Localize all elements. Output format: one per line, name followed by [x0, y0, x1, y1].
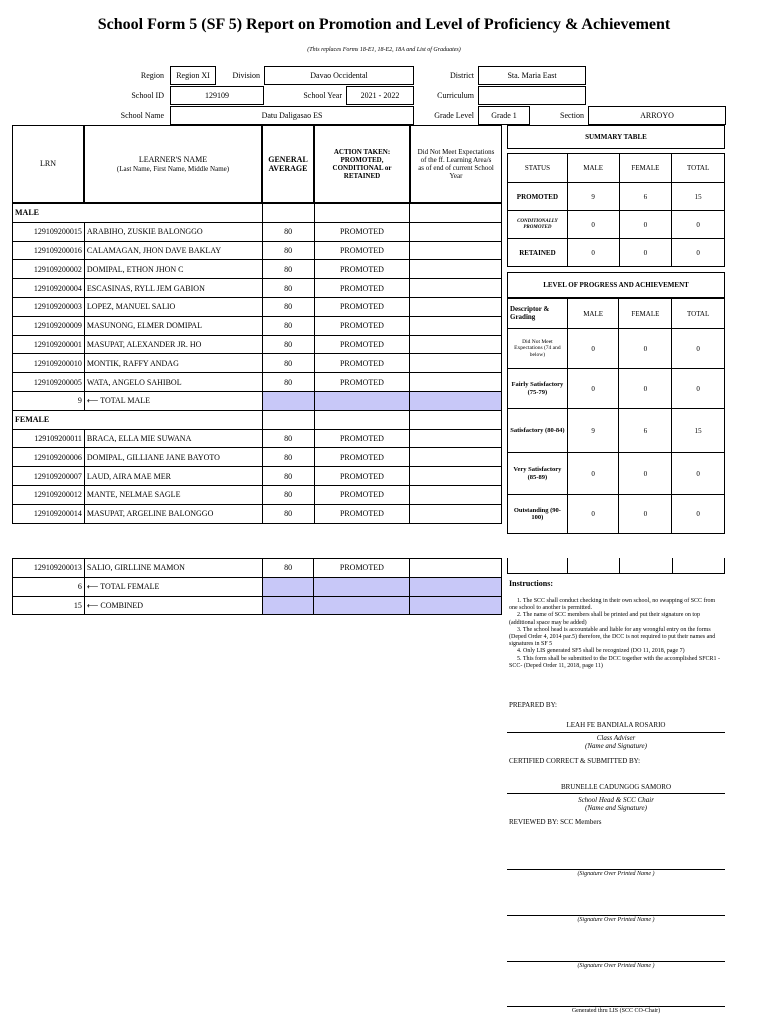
summary-value-cell: 0	[567, 239, 619, 267]
total-male-row-label-cell	[84, 391, 262, 410]
instruction-item: 4. Only LIS generated SF5 shall be recognized (DO 11, 2018, page 7)	[517, 648, 685, 655]
female-section	[13, 410, 502, 429]
action-cell[interactable]: PROMOTED	[314, 316, 410, 335]
shaded-cell	[410, 577, 502, 596]
instructions-list	[509, 598, 725, 670]
progress-descriptor-cell: Did Not Meet Expectations (74 and below)	[508, 329, 568, 369]
shaded-cell	[262, 391, 314, 410]
lrn-cell: 129109200011	[13, 429, 85, 448]
progress-header-row	[508, 299, 725, 329]
progress-value-cell: 15	[672, 409, 725, 453]
learner-name-cell: CALAMAGAN, JHON DAVE BAKLAY	[84, 241, 262, 260]
learner-row	[13, 335, 502, 354]
action-cell[interactable]: PROMOTED	[314, 335, 410, 354]
learner-row	[13, 429, 502, 448]
signature-line	[507, 732, 725, 733]
average-cell[interactable]: 80	[262, 335, 314, 354]
learners-table-continued	[12, 558, 502, 615]
learner-name-cell: DOMIPAL, ETHON JHON C	[84, 260, 262, 279]
head-role: School Head & SCC Chair	[578, 796, 654, 804]
empty-cell	[314, 410, 410, 429]
arrow-left-icon: ⟵	[86, 600, 101, 610]
signature-caption: (Signature Over Printed Name )	[577, 963, 655, 969]
progress-row	[508, 409, 725, 453]
average-cell[interactable]: 80	[262, 354, 314, 373]
page-title: School Form 5 (SF 5) Report on Promotion and Level of Proficiency & Achievement	[97, 16, 671, 33]
region-label: Region	[140, 71, 164, 80]
lrn-cell: 129109200003	[13, 297, 85, 316]
dnme-cell[interactable]	[410, 429, 502, 448]
average-cell[interactable]: 80	[262, 448, 314, 467]
progress-value-cell: 0	[672, 329, 725, 369]
lrn-cell: 129109200015	[13, 222, 85, 241]
head-name: BRUNELLE CADUNGOG SAMORO	[560, 783, 672, 791]
progress-title: LEVEL OF PROGRESS AND ACHIEVEMENT	[507, 272, 725, 298]
dnme-cell[interactable]	[410, 559, 502, 578]
learner-name-cell: LAUD, AIRA MAE MER	[84, 467, 262, 486]
col-name-header	[84, 125, 262, 203]
combined-row-count: 15	[13, 596, 85, 615]
empty-cell	[262, 410, 314, 429]
progress-value-cell: 0	[672, 495, 725, 534]
shaded-cell	[262, 596, 314, 615]
signature-line	[507, 915, 725, 916]
learner-name-cell: MASUNONG, ELMER DOMIPAL	[84, 316, 262, 335]
empty-cell	[84, 204, 262, 223]
average-cell[interactable]: 80	[262, 222, 314, 241]
progress-descriptor-cell: Satisfactory (80-84)	[508, 409, 568, 453]
summary-title: SUMMARY TABLE	[507, 125, 725, 149]
col-action-header: ACTION TAKEN: PROMOTED, CONDITIONAL or RETAINED	[314, 125, 410, 203]
summary-value-cell: 0	[619, 211, 672, 239]
lrn-cell: 129109200006	[13, 448, 85, 467]
summary-status-cell: CONDITIONALLY PROMOTED	[508, 211, 568, 239]
dnme-cell[interactable]	[410, 504, 502, 523]
shaded-cell	[314, 391, 410, 410]
dnme-cell[interactable]	[410, 222, 502, 241]
instruction-item: 3. The school head is accountable and liable for any wrongful entry on the forms (Deped Order 4, 2014 par.5) therefore, the DCC is not required to put their names and signatures in SF 5	[509, 626, 716, 648]
progress-header-cell: Descriptor & Grading	[508, 299, 568, 329]
summary-header-cell: TOTAL	[672, 154, 725, 183]
learner-row	[13, 559, 502, 578]
section-label: Section	[560, 111, 584, 120]
summary-header-cell: STATUS	[508, 154, 568, 183]
learner-row	[13, 241, 502, 260]
combined-row-label: COMBINED	[100, 600, 144, 610]
empty-cell	[314, 204, 410, 223]
dnme-cell[interactable]	[410, 485, 502, 504]
page-subtitle: (This replaces Forms 18-E1, 18-E2, 18A and List of Graduates)	[307, 47, 461, 53]
adviser-name: LEAH FE BANDIALA ROSARIO	[566, 721, 666, 729]
summary-header-cell: FEMALE	[619, 154, 672, 183]
total-male-row	[13, 391, 502, 410]
progress-header-cell: MALE	[567, 299, 619, 329]
empty-cell	[410, 410, 502, 429]
action-cell[interactable]: PROMOTED	[314, 260, 410, 279]
progress-value-cell: 6	[619, 409, 672, 453]
dnme-cell[interactable]	[410, 373, 502, 392]
footer-note: Generated thru LIS (SCC CO-Chair)	[571, 1008, 661, 1014]
summary-header-row	[508, 154, 725, 183]
learners-table	[12, 203, 502, 524]
summary-body	[508, 154, 725, 267]
learner-row	[13, 485, 502, 504]
progress-value-cell: 0	[672, 453, 725, 495]
learner-name-cell: MONTIK, RAFFY ANDAG	[84, 354, 262, 373]
signature-caption: (Signature Over Printed Name )	[577, 871, 655, 877]
lrn-cell: 129109200005	[13, 373, 85, 392]
lrn-cell: 129109200001	[13, 335, 85, 354]
summary-row	[508, 211, 725, 239]
empty-cell	[262, 204, 314, 223]
average-cell[interactable]: 80	[262, 485, 314, 504]
signature-line	[507, 793, 725, 794]
total-female-row-count: 6	[13, 577, 85, 596]
signature-line	[507, 961, 725, 962]
lrn-cell: 129109200004	[13, 279, 85, 298]
learner-name-cell: MASUPAT, ARGELINE BALONGGO	[84, 504, 262, 523]
average-cell[interactable]: 80	[262, 429, 314, 448]
learner-name-cell: WATA, ANGELO SAHIBOL	[84, 373, 262, 392]
prepared-by-label: PREPARED BY:	[509, 701, 557, 709]
average-cell[interactable]: 80	[262, 467, 314, 486]
learner-name-cell: LOPEZ, MANUEL SALIO	[84, 297, 262, 316]
arrow-left-icon: ⟵	[86, 396, 101, 406]
summary-value-cell: 9	[567, 183, 619, 211]
dnme-cell[interactable]	[410, 279, 502, 298]
dnme-cell[interactable]	[410, 260, 502, 279]
empty-cell	[84, 410, 262, 429]
summary-value-cell: 0	[672, 211, 725, 239]
summary-value-cell: 6	[619, 183, 672, 211]
progress-value-cell: 0	[619, 453, 672, 495]
certified-label: CERTIFIED CORRECT & SUBMITTED BY:	[509, 757, 641, 765]
progress-value-cell: 0	[619, 495, 672, 534]
total-female-row-label-cell	[84, 577, 262, 596]
progress-row	[508, 329, 725, 369]
summary-status-cell: PROMOTED	[508, 183, 568, 211]
col-dnme-header: Did Not Meet Expectations of the ff. Learning Area/s as of end of current School Year	[410, 125, 502, 203]
learner-row	[13, 279, 502, 298]
action-cell[interactable]: PROMOTED	[314, 485, 410, 504]
total-male-row-count: 9	[13, 391, 85, 410]
lrn-cell: 129109200002	[13, 260, 85, 279]
head-sub: (Name and Signature)	[585, 804, 647, 812]
progress-value-cell: 9	[567, 409, 619, 453]
learner-row	[13, 504, 502, 523]
lrn-cell: 129109200012	[13, 485, 85, 504]
school-id-label: School ID	[131, 91, 164, 100]
signature-line	[507, 1006, 725, 1007]
division-label: Division	[232, 71, 260, 80]
learners-body	[13, 204, 502, 524]
progress-descriptor-cell: Fairly Satisfactory (75-79)	[508, 369, 568, 409]
average-cell[interactable]: 80	[262, 241, 314, 260]
progress-value-cell: 0	[567, 369, 619, 409]
district-label: District	[450, 71, 474, 80]
action-cell[interactable]: PROMOTED	[314, 354, 410, 373]
signature-line	[507, 869, 725, 870]
divider	[567, 558, 568, 573]
combined-row	[13, 596, 502, 615]
male-section	[13, 204, 502, 223]
progress-value-cell: 0	[672, 369, 725, 409]
shaded-cell	[410, 596, 502, 615]
total-female-row-label: TOTAL FEMALE	[100, 582, 160, 592]
female-section-label: FEMALE	[13, 410, 85, 429]
learner-name-cell: MASUPAT, ALEXANDER JR. HO	[84, 335, 262, 354]
lrn-cell: 129109200013	[13, 559, 85, 578]
lrn-cell: 129109200014	[13, 504, 85, 523]
summary-row	[508, 239, 725, 267]
learner-row	[13, 316, 502, 335]
dnme-cell[interactable]	[410, 354, 502, 373]
total-male-row-label: TOTAL MALE	[100, 396, 151, 406]
average-cell[interactable]: 80	[262, 297, 314, 316]
section-field[interactable]: ARROYO	[588, 106, 726, 125]
dnme-cell[interactable]	[410, 241, 502, 260]
progress-table-continued	[507, 558, 725, 574]
region-field[interactable]: Region XI	[170, 66, 216, 85]
empty-cell	[410, 204, 502, 223]
summary-table	[507, 153, 725, 267]
average-cell[interactable]: 80	[262, 316, 314, 335]
summary-row	[508, 183, 725, 211]
dnme-cell[interactable]	[410, 467, 502, 486]
average-cell[interactable]: 80	[262, 559, 314, 578]
learner-row	[13, 448, 502, 467]
divider	[619, 558, 620, 573]
reviewed-label: REVIEWED BY: SCC Members	[509, 818, 602, 826]
average-cell[interactable]: 80	[262, 279, 314, 298]
learner-name-cell: ARABIHO, ZUSKIE BALONGGO	[84, 222, 262, 241]
learner-name-cell: SALIO, GIRLLINE MAMON	[84, 559, 262, 578]
progress-descriptor-cell: Outstanding (90-100)	[508, 495, 568, 534]
summary-value-cell: 0	[619, 239, 672, 267]
dnme-cell[interactable]	[410, 448, 502, 467]
dnme-cell[interactable]	[410, 316, 502, 335]
progress-value-cell: 0	[567, 453, 619, 495]
school-year-label: School Year	[303, 91, 342, 100]
male-section-label: MALE	[13, 204, 85, 223]
learner-name-cell: MANTE, NELMAE SAGLE	[84, 485, 262, 504]
learner-row	[13, 260, 502, 279]
learner-name-cell: BRACA, ELLA MIE SUWANA	[84, 429, 262, 448]
signature-caption: (Signature Over Printed Name )	[577, 917, 655, 923]
progress-value-cell: 0	[567, 495, 619, 534]
curriculum-label: Curriculum	[437, 91, 474, 100]
progress-row	[508, 495, 725, 534]
instruction-item: 1. The SCC shall conduct checking in their own school, no swapping of SCC from one school to another is permitted.	[509, 598, 716, 612]
progress-header-cell: TOTAL	[672, 299, 725, 329]
action-cell[interactable]: PROMOTED	[314, 429, 410, 448]
division-field[interactable]: Davao Occidental	[264, 66, 414, 85]
progress-row	[508, 453, 725, 495]
instructions-title: Instructions:	[509, 579, 554, 588]
learner-name-cell: ESCASINAS, RYLL JEM GABION	[84, 279, 262, 298]
school-name-field[interactable]: Datu Daligasao ES	[170, 106, 414, 125]
instruction-item: 5. This form shall be submitted to the DCC together with the accomplished SFCR1 - SCC- (Deped Order 11, 2018, page 11)	[509, 655, 721, 669]
action-cell[interactable]: PROMOTED	[314, 222, 410, 241]
arrow-left-icon: ⟵	[86, 582, 101, 592]
shaded-cell	[262, 577, 314, 596]
summary-value-cell: 0	[567, 211, 619, 239]
lrn-cell: 129109200010	[13, 354, 85, 373]
progress-header-cell: FEMALE	[619, 299, 672, 329]
col-name-title: LEARNER'S NAME	[138, 155, 208, 165]
learner-row	[13, 297, 502, 316]
learner-name-cell: DOMIPAL, GILLIANE JANE BAYOTO	[84, 448, 262, 467]
grade-level-label: Grade Level	[434, 111, 474, 120]
progress-descriptor-cell: Very Satisfactory (85-89)	[508, 453, 568, 495]
adviser-sub: (Name and Signature)	[585, 742, 647, 750]
instruction-item: 2. The name of SCC members shall be printed and put their signature on top (additional space may be added)	[509, 612, 701, 626]
learner-row	[13, 467, 502, 486]
progress-value-cell: 0	[619, 329, 672, 369]
action-cell[interactable]: PROMOTED	[314, 448, 410, 467]
col-lrn-header: LRN	[12, 125, 84, 203]
col-name-subtitle: (Last Name, First Name, Middle Name)	[116, 164, 230, 173]
shaded-cell	[314, 577, 410, 596]
shaded-cell	[314, 596, 410, 615]
action-cell[interactable]: PROMOTED	[314, 467, 410, 486]
action-cell[interactable]: PROMOTED	[314, 373, 410, 392]
learner-row	[13, 354, 502, 373]
shaded-cell	[410, 391, 502, 410]
lrn-cell: 129109200016	[13, 241, 85, 260]
school-year-field[interactable]: 2021 - 2022	[346, 86, 414, 105]
grade-level-field[interactable]: Grade 1	[478, 106, 530, 125]
action-cell[interactable]: PROMOTED	[314, 297, 410, 316]
divider	[672, 558, 673, 573]
school-id-field[interactable]: 129109	[170, 86, 264, 105]
action-cell[interactable]: PROMOTED	[314, 504, 410, 523]
col-average-header: GENERAL AVERAGE	[262, 125, 314, 203]
adviser-role: Class Adviser	[596, 734, 636, 742]
average-cell[interactable]: 80	[262, 260, 314, 279]
progress-table	[507, 298, 725, 534]
action-cell[interactable]: PROMOTED	[314, 241, 410, 260]
dnme-cell[interactable]	[410, 297, 502, 316]
action-cell[interactable]: PROMOTED	[314, 559, 410, 578]
learner-row	[13, 373, 502, 392]
summary-header-cell: MALE	[567, 154, 619, 183]
lrn-cell: 129109200007	[13, 467, 85, 486]
combined-row-label-cell	[84, 596, 262, 615]
summary-value-cell: 0	[672, 239, 725, 267]
progress-value-cell: 0	[619, 369, 672, 409]
lrn-cell: 129109200009	[13, 316, 85, 335]
learner-row	[13, 222, 502, 241]
progress-value-cell: 0	[567, 329, 619, 369]
summary-status-cell: RETAINED	[508, 239, 568, 267]
district-field[interactable]: Sta. Maria East	[478, 66, 586, 85]
dnme-cell[interactable]	[410, 335, 502, 354]
average-cell[interactable]: 80	[262, 504, 314, 523]
curriculum-field[interactable]	[478, 86, 586, 105]
total-female-row	[13, 577, 502, 596]
average-cell[interactable]: 80	[262, 373, 314, 392]
summary-value-cell: 15	[672, 183, 725, 211]
school-name-label: School Name	[120, 111, 164, 120]
learners-body-continued	[13, 559, 502, 615]
progress-body	[508, 299, 725, 534]
action-cell[interactable]: PROMOTED	[314, 279, 410, 298]
progress-row	[508, 369, 725, 409]
